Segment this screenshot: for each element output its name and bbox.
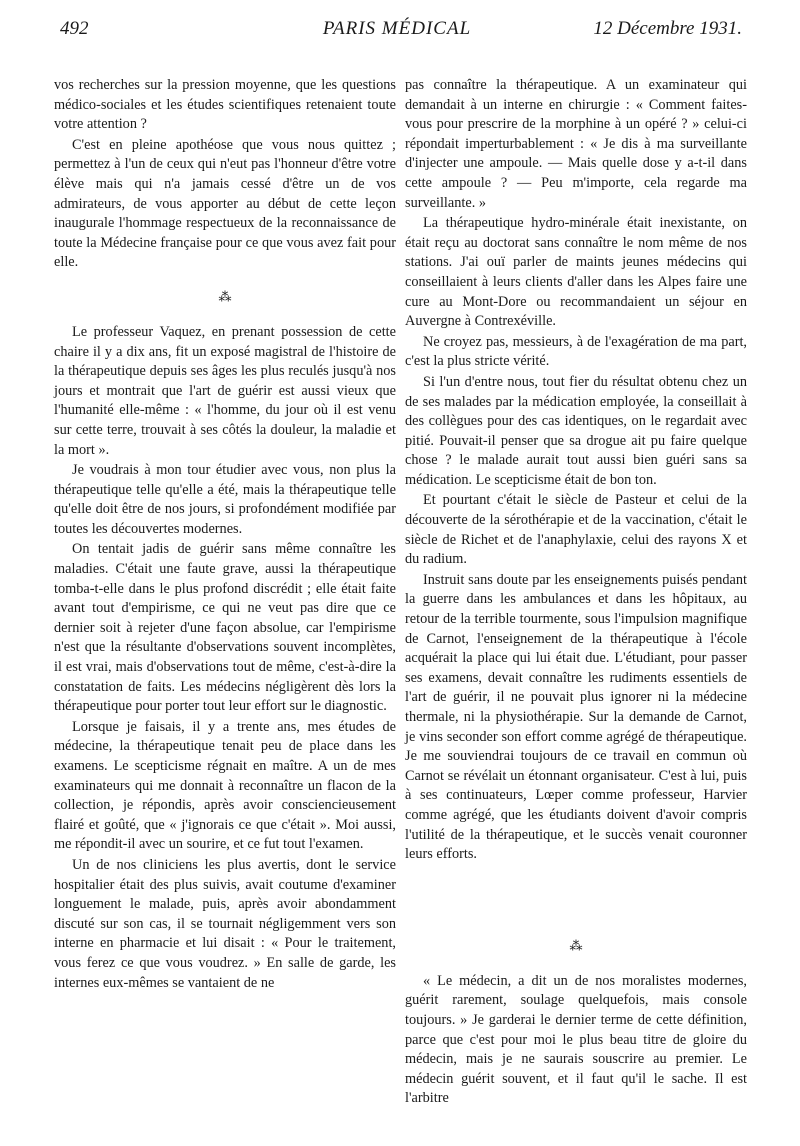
paragraph: C'est en pleine apothéose que vous nous quittez ; permettez à l'un de ceux qui n'eut pas l'honneur d'être votre élève mais qui n'a jamais cessé d'être un de vos admirateurs, de vous apporter au début de cette leçon inaugurale l'hommage respectueux de la reconnaissance de toute la Médecine française pour ce que vous avez fait pour elle. [54, 136, 396, 271]
right-column [405, 76, 747, 1110]
paragraph: « Le médecin, a dit un de nos moralistes modernes, guérit rarement, soulage quelquefois, mais console toujours. » Je garderai le dernier terme de cette définition, parce que c'est pour moi le plus beau titre de gloire du médecin, mais je ne saurais souscrire au premier. Le médecin guérit souvent, et il faut qu'il le sache. Il est l'arbitre [405, 972, 747, 1107]
paragraph: Instruit sans doute par les enseignements puisés pendant la guerre dans les ambulances et dans les hôpitaux, au retour de la terrible tourmente, sous l'impulsion magnifique de Carnot, l'enseignement de la thérapeutique à l'école acquérait la place qui lui était due. L'étudiant, pour passer ses examens, devait connaître les rudiments essentiels de l'art de guérir, il ne pouvait plus ignorer ni la médecine thermale, ni la physiothérapie. Sur la demande de Carnot, je vins seconder son effort comme agrégé de thérapeutique. Je me souviendrai toujours de ce travail en commun où Carnot se révélait un étonnant organisateur. C'est à lui, puis à ses continuateurs, Lœper comme professeur, Harvier comme agrégé, que les étudiants doivent d'avoir compris l'utilité de la thérapeutique, et le succès venait couronner leurs efforts. [405, 571, 747, 863]
page-header [52, 18, 742, 48]
section-separator [54, 288, 396, 304]
paragraph: Le professeur Vaquez, en prenant possession de cette chaire il y a dix ans, fit un exposé magistral de l'histoire de la thérapeutique depuis ses âges les plus reculés jusqu'à nos jours et montrait que l'art de guérir est aussi vieux que l'humanité elle-même : « l'homme, du jour où il est venu sur cette terre, trouvait à ses côtés la douleur, la maladie et la mort ». [54, 323, 396, 458]
journal-title: PARIS MÉDICAL [322, 18, 472, 39]
asterism: ⁂ [218, 288, 232, 304]
section-separator [405, 937, 747, 953]
asterism: ⁂ [569, 937, 583, 953]
paragraph: Lorsque je faisais, il y a trente ans, mes études de médecine, la thérapeutique tenait peu de place dans les examens. Le scepticisme régnait en maître. A un de mes examinateurs qui me donnait à reconnaître un flacon de la collection, je répondis, après avoir consciencieusement flairé et goûté, que « j'ignorais ce que c'était ». Moi aussi, me répondit-il avec un sourire, et ce fut tout l'examen. [54, 718, 396, 853]
left-column [54, 76, 396, 994]
paragraph: Je voudrais à mon tour étudier avec vous, non plus la thérapeutique telle qu'elle a été, mais la thérapeutique telle qu'elle doit être de nos jours, si profondément modifiée par toutes les découvertes modernes. [54, 462, 396, 537]
paragraph: Et pourtant c'était le siècle de Pasteur et celui de la découverte de la sérothérapie et de la vaccination, c'était le siècle de Richet et de l'anaphylaxie, celui des rayons X et du radium. [405, 492, 747, 568]
paragraph: Un de nos cliniciens les plus avertis, dont le service hospitalier était des plus suivis, avait coutume d'examiner longuement le malade, puis, après avoir abondamment discuté sur son cas, il se tournait négligemment vers son interne en pharmacie et lui disait : « Pour le traitement, vous ferez ce que vous voudrez. » En salle de garde, les internes eux-mêmes se vantaient de ne [54, 856, 396, 991]
paragraph: La thérapeutique hydro-minérale était inexistante, on était reçu au doctorat sans connaître le nom même de nos stations. J'ai ouï parler de maints jeunes médecins qui conseillaient à leurs clients d'aller dans les Alpes faire une cure au Mont-Dore ou recommandaient un séjour en Auvergne à Contrexéville. [405, 215, 747, 330]
page-number: 492 [60, 18, 89, 39]
paragraph: pas connaître la thérapeutique. A un examinateur qui demandait à un interne en chirurgie : « Comment faites-vous pour prescrire de la morphine à un opéré ? » celui-ci répondait imperturbablement : « Je dis à ma surveillante d'injecter une ampoule. — Mais quelle dose y a-t-il dans cette ampoule ? — Peu m'importe, cela regarde ma surveillante. » [405, 77, 747, 211]
paragraph: vos recherches sur la pression moyenne, que les questions médico-sociales et les études scientifiques retenaient toute votre attention ? [54, 77, 396, 133]
paragraph: On tentait jadis de guérir sans même connaître les maladies. C'était une faute grave, aussi la thérapeutique tomba-t-elle dans le plus profond discrédit ; elle était faite avant tout d'empirisme, ce qui ne veut pas dire que ce dernier soit à rejeter d'une façon absolue, car l'empirisme n'est que la résultante d'observations souvent incomplètes, il est vrai, mais d'observations tout de même, c'est-à-dire la constatation de faits. Les médecins négligèrent dès lors la thérapeutique pour porter tout leur effort sur le diagnostic. [54, 541, 396, 715]
issue-date: 12 Décembre 1931. [593, 18, 742, 39]
paragraph: Ne croyez pas, messieurs, à de l'exagération de ma part, c'est la plus stricte vérité. [405, 333, 747, 370]
paragraph: Si l'un d'entre nous, tout fier du résultat obtenu chez un de ses malades par la médication employée, la conseillait à des collègues pour des cas identiques, on le regardait avec pitié. Pouvait-il penser que sa drogue ait pu faire quelque chose ? le malade aurait tout aussi bien guéri sans sa médication. Le scepticisme était de bon ton. [405, 373, 747, 488]
